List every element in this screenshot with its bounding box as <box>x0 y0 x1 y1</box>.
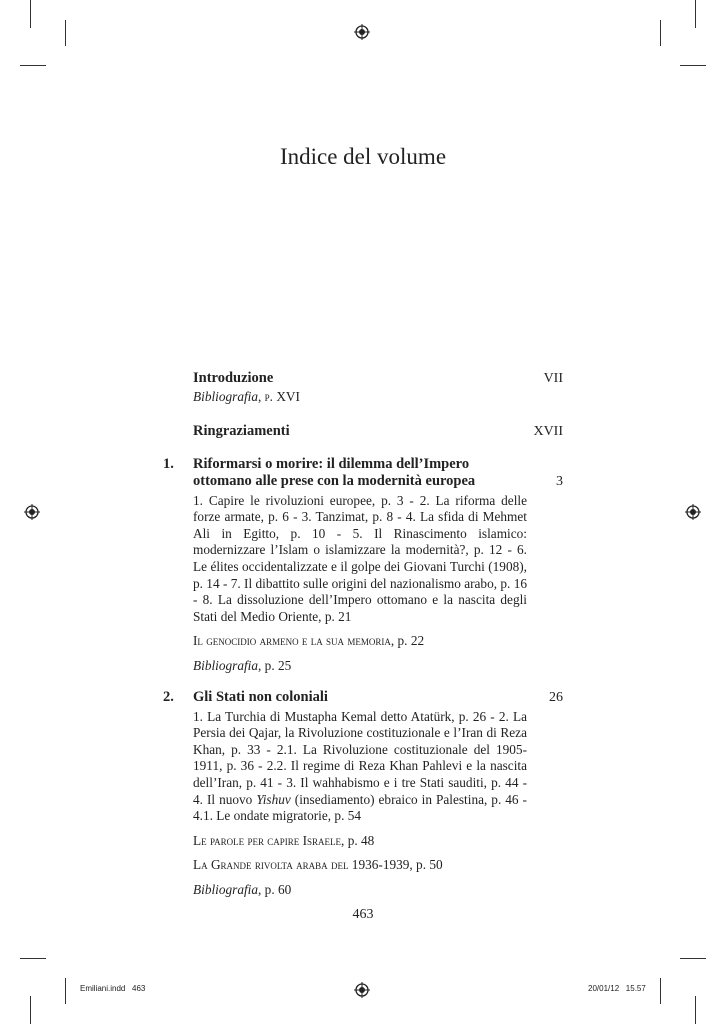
registration-mark-icon <box>354 982 370 998</box>
chapter-number: 2. <box>163 688 174 705</box>
crop-mark <box>65 20 66 46</box>
crop-mark <box>65 978 66 1004</box>
crop-mark <box>680 65 706 66</box>
chapter-title <box>193 456 527 490</box>
toc-entry-ringraziamenti <box>163 423 563 440</box>
bibliography-label: Bibliografia <box>193 881 259 897</box>
slug-filename: Emiliani.indd 463 <box>80 984 146 993</box>
toc-entry-label: Introduzione <box>193 370 274 386</box>
bibliography-page: , p. 25 <box>258 657 292 673</box>
summary-text: (insediamento) ebraico in Palestina, p. 46 - 4.1. Le ondate migratorie, p. 54 <box>193 791 527 824</box>
bibliography-label: Bibliografia <box>193 657 259 673</box>
chapter-page: 3 <box>556 473 563 489</box>
crop-mark <box>20 65 46 66</box>
crop-mark <box>30 996 31 1024</box>
box-label: Le parole per capire Israele <box>193 832 342 848</box>
box-page: 1936-1939, p. 50 <box>348 857 443 873</box>
slug-date: 20/01/12 15.57 <box>588 984 646 993</box>
toc-entry-introduzione <box>163 370 563 406</box>
toc-chapter-1 <box>163 456 563 675</box>
crop-mark <box>695 996 696 1024</box>
box-page: , p. 22 <box>390 633 425 649</box>
chapter-summary: 1. Capire le rivoluzioni europee, p. 3 - 2. La riforma delle forze armate, p. 6 - 3. Tanzimat, p. 8 - 4. La sfida di Mehmet Ali in Egitto, p. 10 - 5. Il Rinascimento islamico: modernizzare l’Islam o islamizzare la modernità?, p. 12 - 6. Le élites occidentalizzate e il golpe dei Giovani Turchi (1908), p. 14 - 7. Il dibattito sulle origini del nazionalismo arabo, p. 16 - 8. La dissoluzione dell’Impero ottomano e la nascita degli Stati del Medio Oriente, p. 21 <box>193 492 527 624</box>
toc-chapter-2 <box>163 689 563 899</box>
crop-mark <box>660 978 661 1004</box>
chapter-number: 1. <box>163 455 174 472</box>
toc-page-ringraziamenti: XVII <box>533 423 563 439</box>
summary-italic: Yishuv <box>256 791 291 807</box>
toc-entry-label: Ringraziamenti <box>193 422 290 439</box>
summary-text: 1. La Turchia di Mustapha Kemal detto Atatürk, p. 26 - 2. La Persia dei Qajar, la Rivoluzione costituzionale e l’Iran di Reza Khan, p. 33 - 2.1. La Rivoluzione costituzionale del 1905-1911, p. 36 - 2.2. Il regime di Reza Khan Pahlevi e la nascita dell’Iran, p. 41 - 3. Il wahhabismo e i tre Stati sauditi, p. 44 - 4. Il nuovo <box>193 708 527 807</box>
chapter-summary <box>193 709 527 825</box>
toc-bibliography <box>193 658 527 675</box>
toc-page-introduzione: VII <box>543 371 563 386</box>
bibliography-page: , p. XVI <box>258 389 300 404</box>
chapter-title-line: ottomano alle prese con la modernità europea <box>193 472 476 489</box>
box-label: Il genocidio armeno e la sua memoria <box>193 633 391 649</box>
bibliography-label: Bibliografia <box>193 389 259 404</box>
registration-mark-icon <box>685 504 701 520</box>
box-label: La Grande rivolta araba del <box>193 857 349 873</box>
registration-mark-icon <box>24 504 40 520</box>
crop-mark <box>695 0 696 28</box>
crop-mark <box>680 958 706 959</box>
box-entry <box>193 833 527 850</box>
chapter-title-line: Riformarsi o morire: il dilemma dell’Impero <box>193 455 470 472</box>
box-page: , p. 48 <box>341 832 375 848</box>
table-of-contents <box>163 370 563 923</box>
toc-bibliography <box>193 882 527 899</box>
chapter-page: 26 <box>549 689 563 705</box>
page-number: 463 <box>352 907 374 923</box>
crop-mark <box>660 20 661 46</box>
registration-mark-icon <box>354 24 370 40</box>
crop-mark <box>30 0 31 28</box>
box-entry <box>193 633 527 650</box>
chapter-title: Gli Stati non coloniali <box>193 688 328 705</box>
crop-mark <box>20 958 46 959</box>
toc-bibliography-intro <box>193 389 527 406</box>
box-entry <box>193 857 527 874</box>
page-title: Indice del volume <box>279 144 447 169</box>
bibliography-page: , p. 60 <box>258 881 292 897</box>
